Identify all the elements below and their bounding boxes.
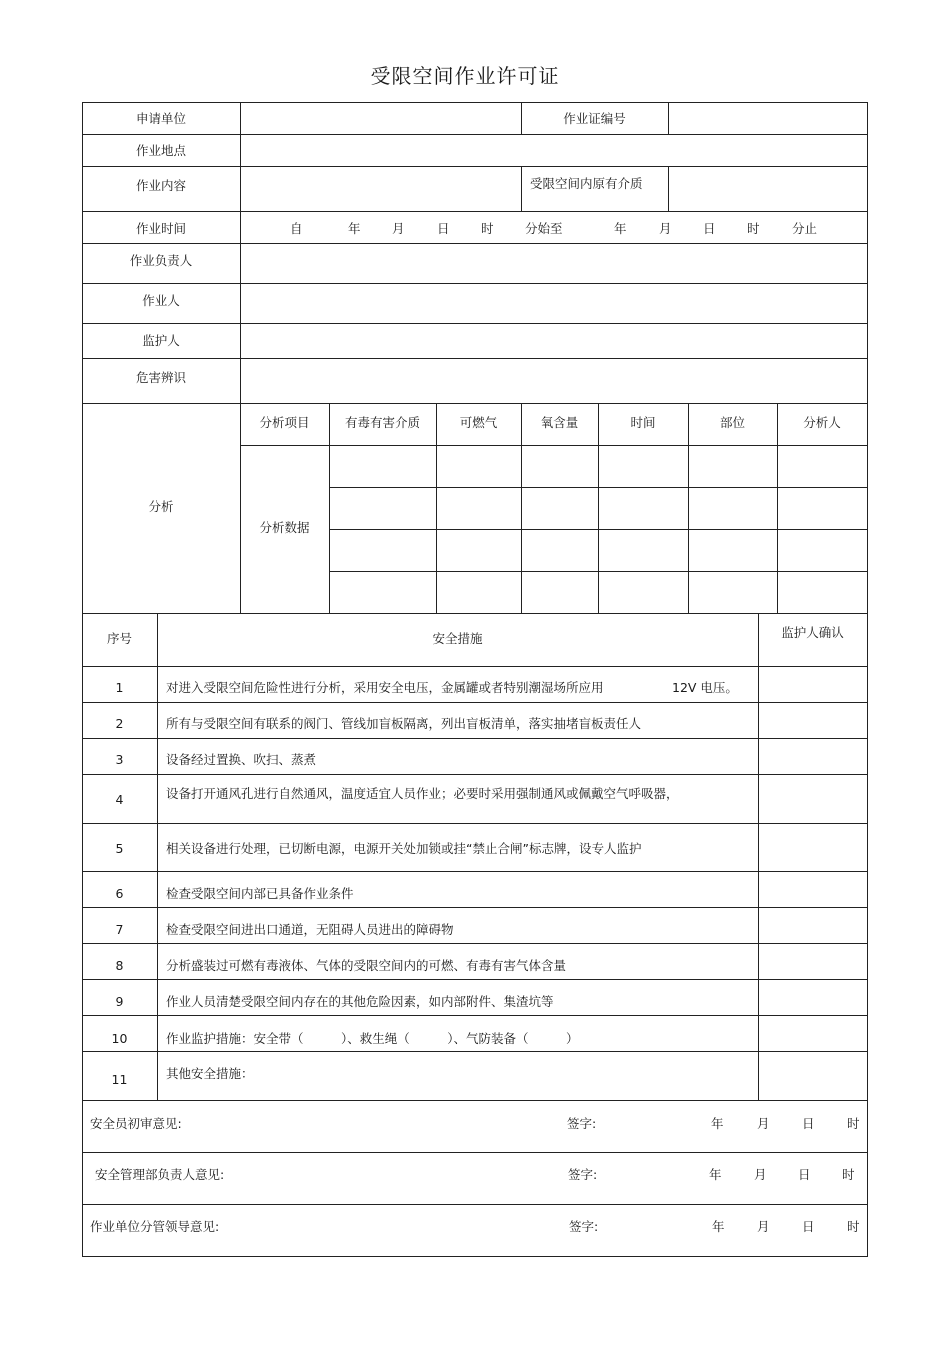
measure-text: 检查受限空间进出口通道，无阻碍人员进出的障碍物 bbox=[166, 922, 454, 937]
measure-no: 4 bbox=[115, 792, 124, 807]
analysis-item-header: 分析项目 bbox=[259, 415, 310, 430]
measure-no: 6 bbox=[115, 886, 124, 901]
page-title: 受限空间作业许可证 bbox=[370, 64, 560, 88]
time-min-start: 分始至 bbox=[525, 221, 563, 236]
time-from: 自 bbox=[290, 221, 303, 236]
measure-text: 设备打开通风孔进行自然通风，温度适宜人员作业；必要时采用强制通风或佩戴空气呼吸器， bbox=[166, 786, 679, 801]
toxic-medium-header: 有毒有害介质 bbox=[344, 415, 420, 430]
time-year-start: 年 bbox=[348, 221, 361, 236]
approval-sign: 签字: bbox=[568, 1167, 598, 1182]
measure-no: 8 bbox=[115, 958, 124, 973]
time-hour-start: 时 bbox=[481, 221, 494, 236]
time-header: 时间 bbox=[630, 415, 656, 430]
approval-sign: 签字: bbox=[569, 1219, 599, 1234]
approval-month: 月 bbox=[757, 1116, 770, 1131]
measure-no: 11 bbox=[111, 1072, 128, 1087]
worker-label: 作业人 bbox=[142, 293, 180, 308]
col-measure-header: 安全措施 bbox=[432, 631, 483, 646]
measure-no: 9 bbox=[115, 994, 124, 1009]
measure-text: 作业监护措施：安全带（ ）、救生绳（ ）、气防装备（ ） bbox=[166, 1031, 579, 1046]
time-month-end: 月 bbox=[659, 221, 672, 236]
combustible-gas-header: 可燃气 bbox=[459, 415, 498, 430]
approval-hour: 时 bbox=[842, 1167, 855, 1182]
measure-text: 对进入受限空间危险性进行分析，采用安全电压，金属罐或者特别潮湿场所应用 bbox=[166, 680, 604, 695]
approval-day: 日 bbox=[802, 1116, 815, 1131]
measure-extra: 12V 电压。 bbox=[672, 680, 738, 695]
approval-year: 年 bbox=[712, 1219, 725, 1234]
time-label: 作业时间 bbox=[135, 221, 186, 236]
measure-text: 其他安全措施： bbox=[166, 1066, 254, 1081]
approval-hour: 时 bbox=[847, 1116, 860, 1131]
approval-label: 安全管理部负责人意见: bbox=[95, 1167, 225, 1182]
approval-day: 日 bbox=[802, 1219, 815, 1234]
measure-text: 作业人员清楚受限空间内存在的其他危险因素，如内部附件、集渣坑等 bbox=[166, 994, 554, 1009]
analyst-header: 分析人 bbox=[803, 415, 841, 430]
approval-label: 安全员初审意见: bbox=[90, 1116, 182, 1131]
approval-year: 年 bbox=[711, 1116, 724, 1131]
approval-month: 月 bbox=[754, 1167, 767, 1182]
time-range bbox=[0, 221, 950, 237]
permit-no-label: 作业证编号 bbox=[563, 111, 626, 126]
guardian-label: 监护人 bbox=[142, 333, 180, 348]
measure-no: 3 bbox=[115, 752, 124, 767]
approval-month: 月 bbox=[757, 1219, 770, 1234]
time-day-end: 日 bbox=[703, 221, 716, 236]
analysis-label: 分析 bbox=[148, 499, 174, 514]
measure-text: 相关设备进行处理，已切断电源，电源开关处加锁或挂“禁止合闸”标志牌，设专人监护 bbox=[166, 841, 642, 856]
leader-label: 作业负责人 bbox=[129, 253, 193, 268]
oxygen-header: 氧含量 bbox=[540, 415, 579, 430]
time-year-end: 年 bbox=[614, 221, 627, 236]
time-day-start: 日 bbox=[437, 221, 450, 236]
measure-no: 5 bbox=[115, 841, 124, 856]
medium-label: 受限空间内原有介质 bbox=[530, 176, 643, 191]
location-label: 作业地点 bbox=[135, 143, 186, 158]
measure-text: 检查受限空间内部已具备作业条件 bbox=[166, 886, 354, 901]
measure-text: 设备经过置换、吹扫、蒸煮 bbox=[166, 752, 317, 767]
measure-text: 分析盛装过可燃有毒液体、气体的受限空间内的可燃、有毒有害气体含量 bbox=[166, 958, 567, 973]
col-confirm-header: 监护人确认 bbox=[781, 625, 844, 640]
analysis-data-label: 分析数据 bbox=[259, 520, 310, 535]
measure-no: 10 bbox=[111, 1031, 128, 1046]
approval-year: 年 bbox=[709, 1167, 722, 1182]
content-label: 作业内容 bbox=[135, 178, 186, 193]
approval-day: 日 bbox=[798, 1167, 811, 1182]
measure-no: 2 bbox=[115, 716, 124, 731]
measure-text: 所有与受限空间有联系的阀门、管线加盲板隔离，列出盲板清单，落实抽堵盲板责任人 bbox=[166, 716, 642, 731]
measure-no: 1 bbox=[115, 680, 124, 695]
approval-hour: 时 bbox=[847, 1219, 860, 1234]
measure-no: 7 bbox=[115, 922, 124, 937]
hazard-label: 危害辨识 bbox=[135, 370, 186, 385]
time-min-end: 分止 bbox=[792, 221, 818, 236]
col-no-header: 序号 bbox=[106, 631, 132, 646]
time-hour-end: 时 bbox=[747, 221, 760, 236]
location-header: 部位 bbox=[719, 415, 745, 430]
apply-unit-label: 申请单位 bbox=[135, 111, 186, 126]
time-month-start: 月 bbox=[392, 221, 405, 236]
approval-label: 作业单位分管领导意见: bbox=[90, 1219, 220, 1234]
approval-sign: 签字: bbox=[567, 1116, 597, 1131]
